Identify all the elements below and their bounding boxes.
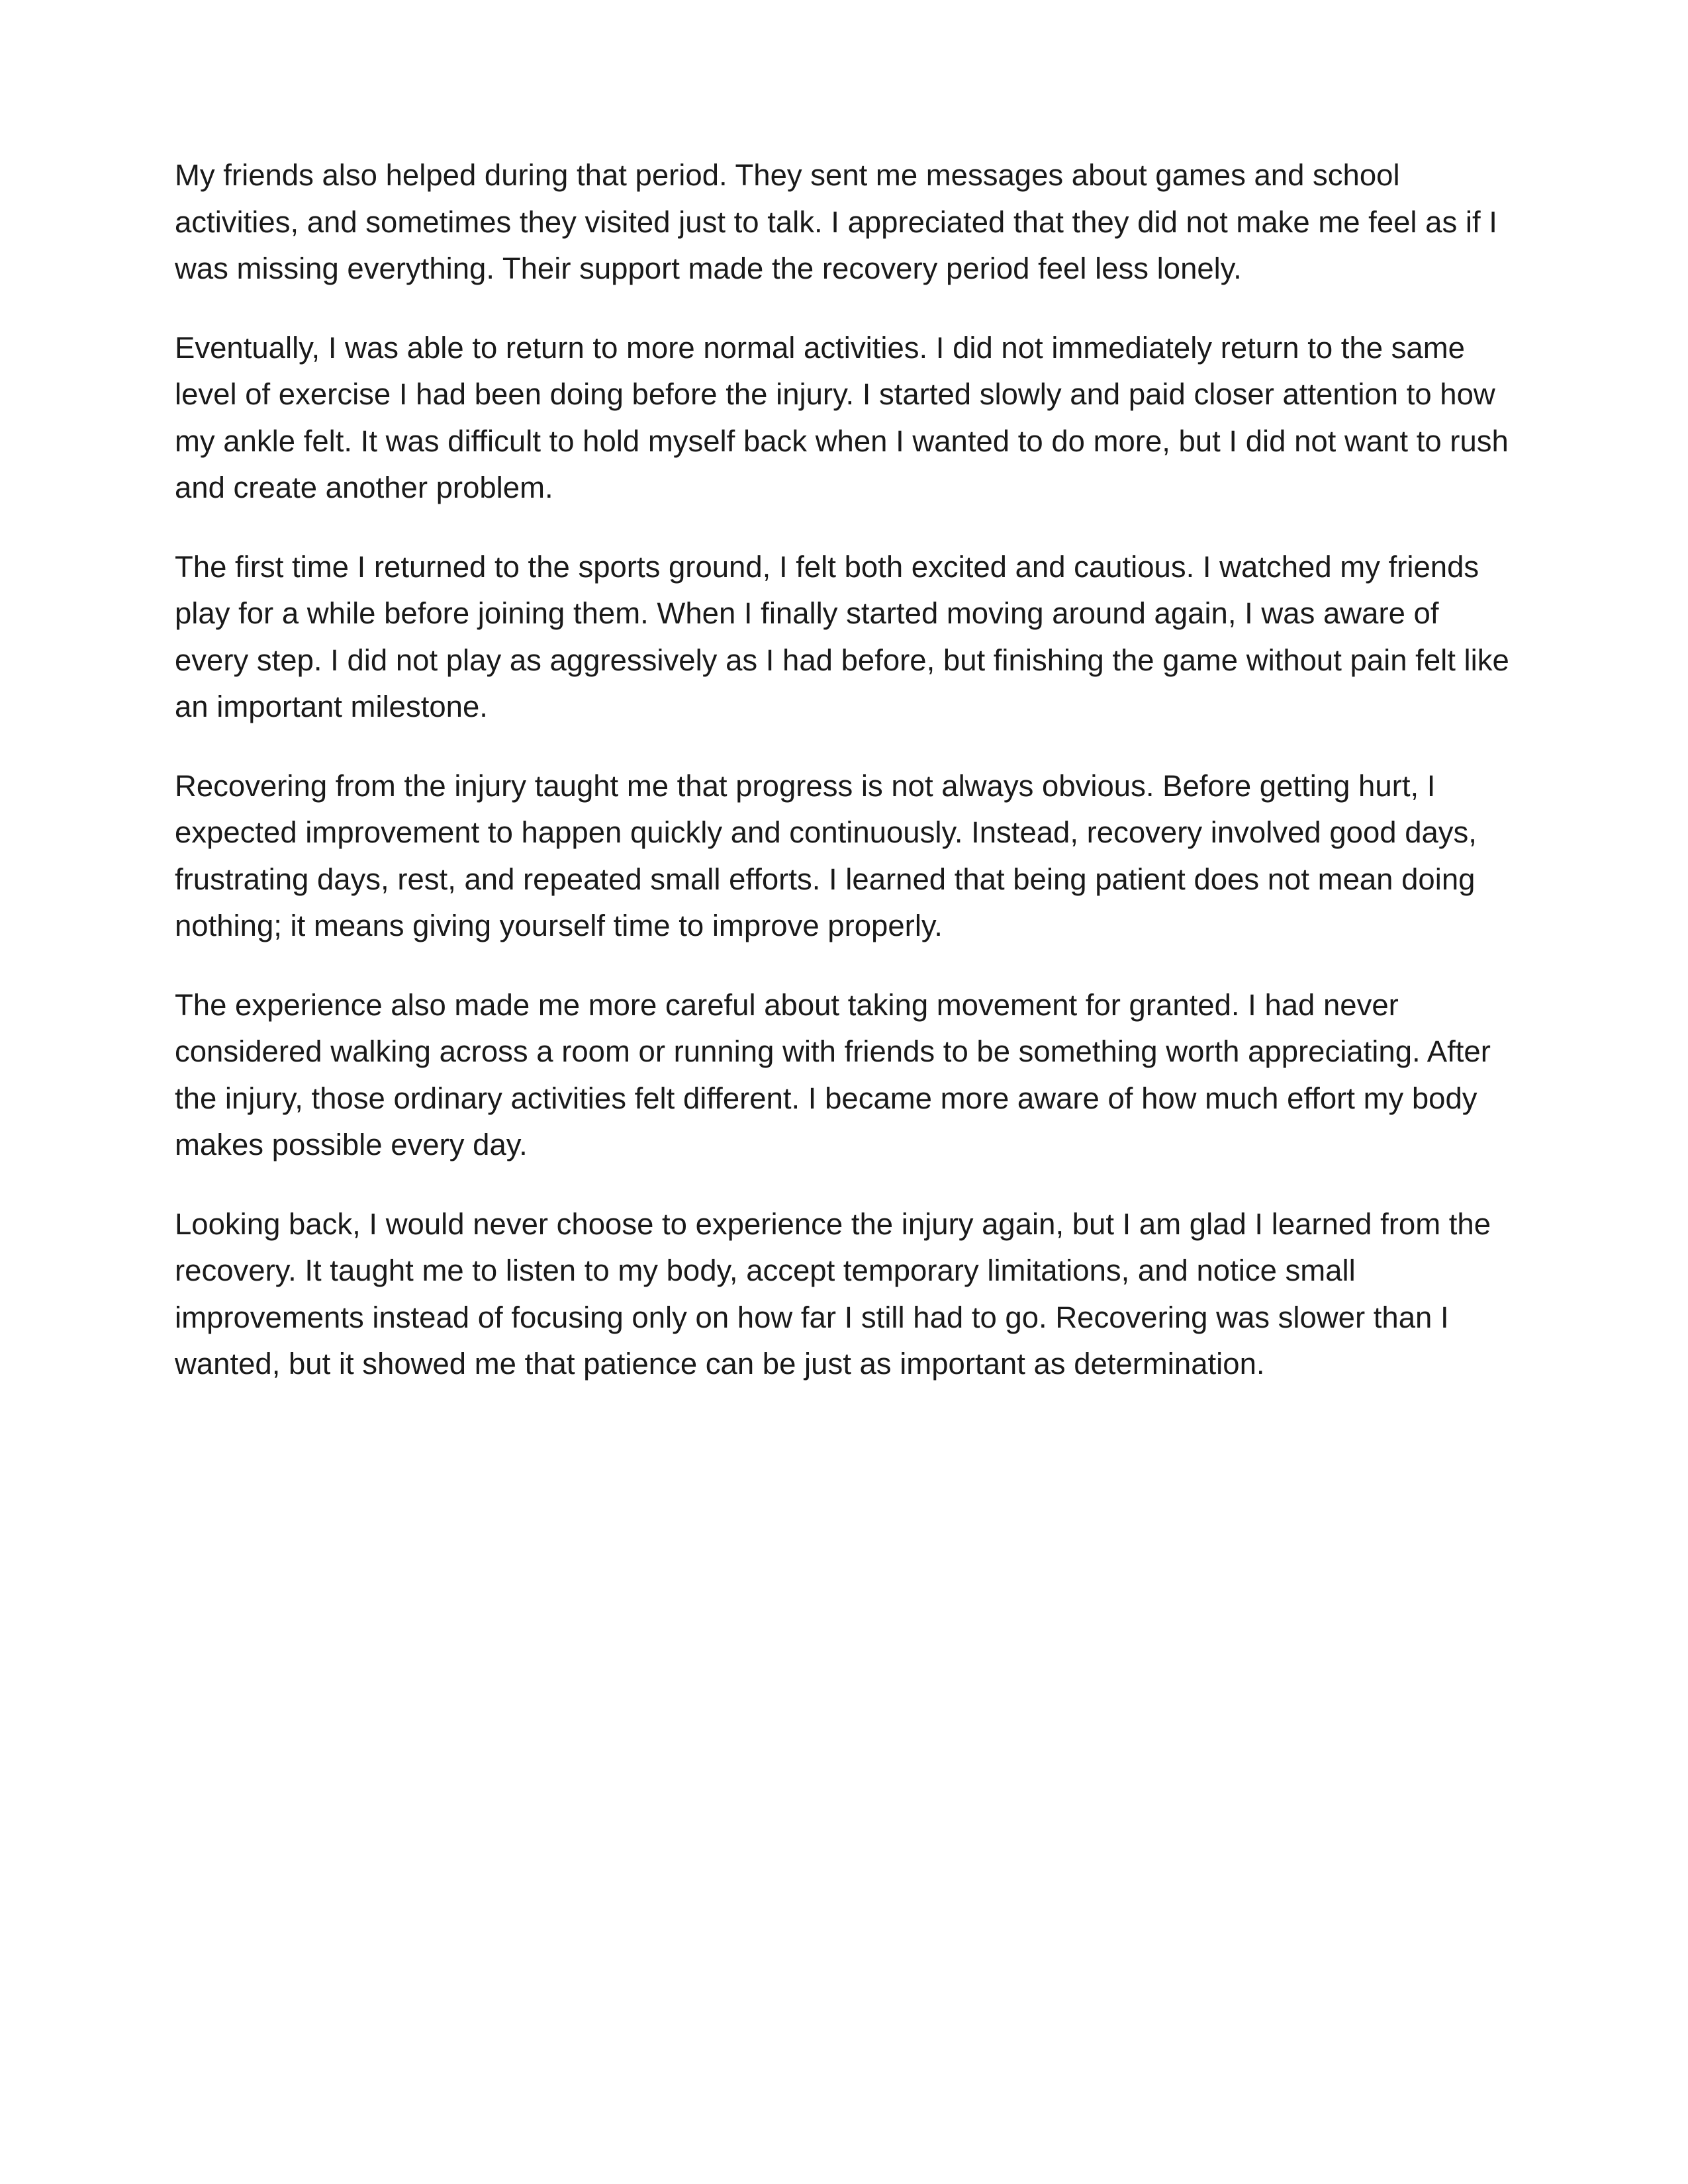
paragraph-line: The first time I returned to the sports ground, I felt both excited and cautious. I watched my friends	[175, 549, 1479, 584]
paragraph-line: an important milestone.	[175, 690, 488, 723]
paragraph-progress-lesson	[175, 763, 1525, 950]
paragraph-return-to-activities	[175, 325, 1525, 512]
paragraph-line: My friends also helped during that period. They sent me messages about games and school	[175, 158, 1400, 192]
paragraph-line: expected improvement to happen quickly and continuously. Instead, recovery involved good days,	[175, 815, 1477, 849]
paragraph-line: recovery. It taught me to listen to my body, accept temporary limitations, and notice small	[175, 1253, 1356, 1287]
paragraph-line: considered walking across a room or running with friends to be something worth appreciating. After	[175, 1034, 1491, 1068]
paragraph-line: makes possible every day.	[175, 1128, 528, 1161]
paragraph-friends-support	[175, 152, 1525, 293]
document-body	[175, 152, 1525, 1420]
paragraph-line: Eventually, I was able to return to more normal activities. I did not immediately return to the same	[175, 330, 1465, 365]
paragraph-conclusion	[175, 1201, 1525, 1388]
paragraph-line: improvements instead of focusing only on how far I still had to go. Recovering was slower than I	[175, 1300, 1449, 1334]
paragraph-movement-appreciation	[175, 982, 1525, 1169]
paragraph-line: Looking back, I would never choose to experience the injury again, but I am glad I learned from the	[175, 1206, 1491, 1241]
paragraph-line: play for a while before joining them. When I finally started moving around again, I was aware of	[175, 596, 1439, 630]
paragraph-line: level of exercise I had been doing before the injury. I started slowly and paid closer attention to how	[175, 377, 1495, 411]
paragraph-line: nothing; it means giving yourself time to improve properly.	[175, 909, 943, 942]
paragraph-line: activities, and sometimes they visited just to talk. I appreciated that they did not make me feel as if I	[175, 205, 1497, 239]
paragraph-sports-ground	[175, 544, 1525, 731]
paragraph-line: every step. I did not play as aggressively as I had before, but finishing the game without pain felt like	[175, 643, 1509, 677]
paragraph-line: The experience also made me more careful about taking movement for granted. I had never	[175, 987, 1399, 1022]
paragraph-line: and create another problem.	[175, 471, 553, 504]
paragraph-line: wanted, but it showed me that patience can be just as important as determination.	[175, 1347, 1265, 1381]
paragraph-line: was missing everything. Their support made the recovery period feel less lonely.	[175, 251, 1242, 285]
paragraph-line: Recovering from the injury taught me that progress is not always obvious. Before getting hurt, I	[175, 768, 1436, 803]
paragraph-line: my ankle felt. It was difficult to hold myself back when I wanted to do more, but I did not want to rush	[175, 424, 1509, 458]
paragraph-line: frustrating days, rest, and repeated small efforts. I learned that being patient does not mean doing	[175, 862, 1476, 896]
paragraph-line: the injury, those ordinary activities felt different. I became more aware of how much effort my body	[175, 1081, 1477, 1115]
